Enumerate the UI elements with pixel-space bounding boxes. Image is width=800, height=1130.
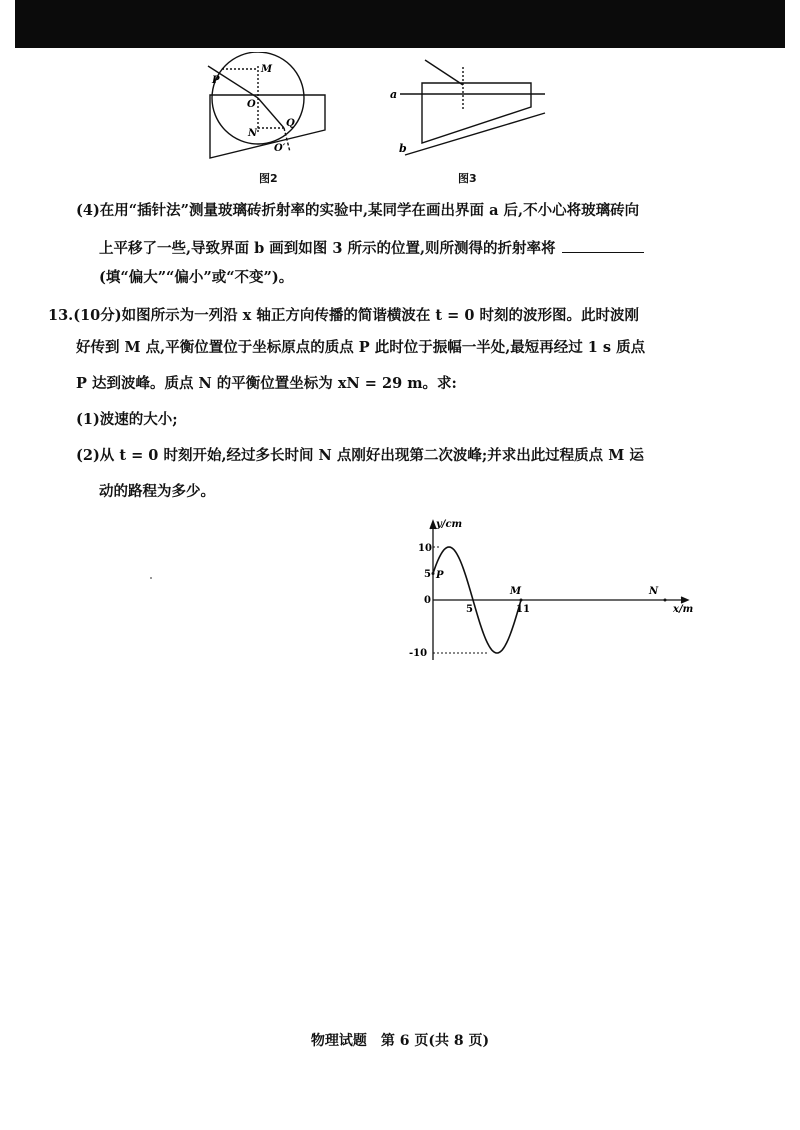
fig2-label-M: M (261, 64, 273, 75)
scan-speck (150, 577, 152, 579)
x-axis-arrow (681, 597, 688, 603)
fig2-label-O: O (247, 99, 256, 110)
q13-sub1: (1)波速的大小; (76, 411, 178, 428)
fig3-label-b: b (399, 142, 407, 155)
q12-part4-line3: (填“偏大”“偏小”或“不变”)。 (99, 269, 294, 286)
point-P-marker (432, 572, 435, 575)
point-M-marker (520, 599, 523, 602)
tick-y-0: 0 (424, 595, 431, 606)
label-M: M (510, 586, 522, 597)
point-N-marker (664, 599, 667, 602)
fig2-label-N: N (248, 128, 258, 139)
tick-y-10: 10 (418, 543, 432, 554)
figure-2 (200, 52, 340, 167)
x-axis-label: x/m (673, 604, 694, 615)
scan-top-bar (15, 0, 785, 48)
q12-part4-line2-row (99, 238, 644, 259)
page-footer: 物理试题 第 6 页(共 8 页) (310, 1033, 490, 1049)
q12-part4-line2: 上平移了一些,导致界面 b 画到如图 3 所示的位置,则所测得的折射率将 (99, 240, 556, 257)
q13-line2: 好传到 M 点,平衡位置位于坐标原点的质点 P 此时位于振幅一半处,最短再经过 1 s 质点 (76, 339, 646, 356)
tick-x-11: 11 (516, 604, 530, 615)
figure-3 (385, 55, 555, 165)
fig2-caption: 图2 (259, 172, 278, 185)
q13-line3: P 达到波峰。质点 N 的平衡位置坐标为 xN = 29 m。求: (76, 375, 457, 392)
fig3-interface-b (405, 113, 545, 155)
label-P: P (436, 570, 444, 581)
wave-graph (405, 515, 705, 665)
fig2-label-Q: Q (286, 118, 295, 129)
q13-sub2-line1: (2)从 t = 0 时刻开始,经过多长时间 N 点刚好出现第二次波峰;并求出此过程质点 M 运 (76, 447, 644, 464)
fig2-label-O-prime: O′ (274, 143, 286, 154)
answer-blank (562, 238, 644, 253)
tick-y-5: 5 (424, 569, 431, 580)
q12-part4-line1: (4)在用“插针法”测量玻璃砖折射率的实验中,某同学在画出界面 a 后,不小心将玻璃砖向 (76, 202, 640, 219)
y-axis-label: y/cm (436, 519, 463, 530)
q13-sub2-line2: 动的路程为多少。 (99, 483, 215, 500)
tick-x-5: 5 (466, 604, 473, 615)
fig3-caption: 图3 (458, 172, 477, 185)
fig3-incident-ray (425, 60, 463, 85)
fig2-label-P: P (212, 75, 220, 86)
q13-line1: 13.(10分)如图所示为一列沿 x 轴正方向传播的简谐横波在 t = 0 时刻的波形图。此时波刚 (48, 307, 639, 324)
fig3-label-a: a (390, 88, 398, 101)
tick-y-neg10: -10 (409, 648, 428, 659)
label-N: N (649, 586, 659, 597)
fig2-glass-block (210, 95, 325, 158)
fig2-refracted-ray (258, 98, 284, 128)
